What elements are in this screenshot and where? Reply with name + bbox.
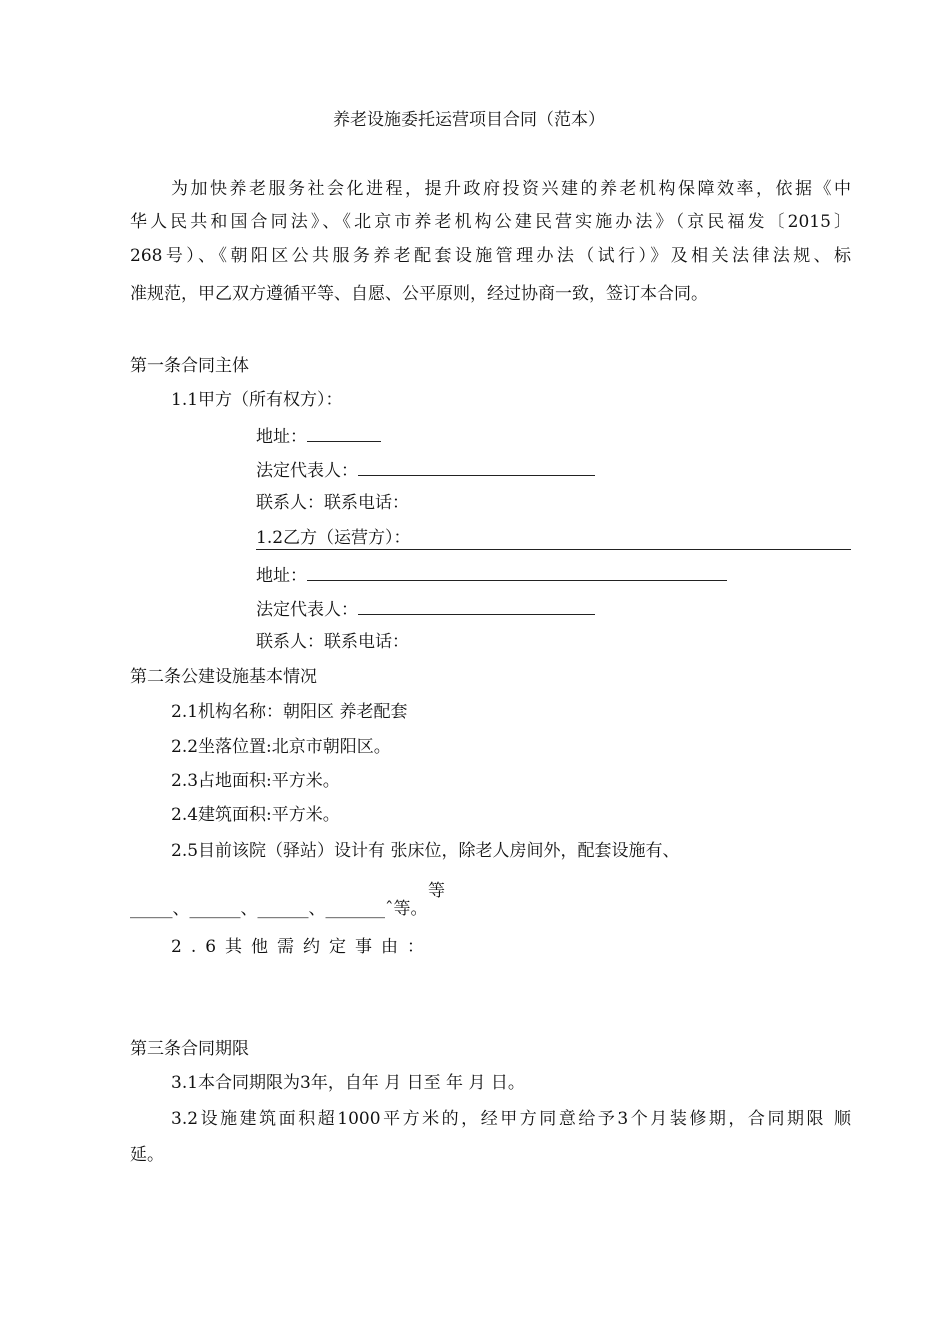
- preamble-line-3: 268号）、《朝阳区公共服务养老配套设施管理办法（试行）》及相关法律法规、标: [130, 246, 851, 266]
- article2-item-1: 2.1机构名称：朝阳区 养老配套: [171, 702, 408, 722]
- party-b-legal-rep-blank[interactable]: [358, 597, 595, 615]
- article3-item-2-line-1: 3.2设施建筑面积超1000平方米的，经甲方同意给予3个月装修期，合同期限 顺: [171, 1109, 851, 1129]
- party-a-address: [256, 424, 381, 448]
- article1-heading: 第一条合同主体: [130, 356, 249, 376]
- article3-item-1: 3.1本合同期限为3年，自年 月 日至 年 月 日。: [171, 1073, 525, 1093]
- party-a-legal-rep-blank[interactable]: [358, 458, 595, 476]
- party-b-address-label: 地址：: [256, 566, 307, 586]
- party-b-address: [256, 563, 727, 587]
- article2-item-4: 2.4建筑面积:平方米。: [171, 805, 340, 825]
- facilities-overmark: 等: [428, 881, 445, 901]
- article2-heading: 第二条公建设施基本情况: [130, 667, 317, 687]
- article3-heading: 第三条合同期限: [130, 1039, 249, 1059]
- article2-item-6: 2.6其他需约定事由：: [171, 937, 434, 957]
- party-b-label-text: 1.2乙方（运营方）：: [256, 528, 411, 548]
- party-a-legal-rep-label: 法定代表人：: [256, 461, 358, 481]
- preamble-line-4: 准规范，甲乙双方遵循平等、自愿、公平原则，经过协商一致，签订本合同。: [130, 284, 708, 304]
- article2-item-2: 2.2坐落位置:北京市朝阳区。: [171, 737, 391, 757]
- facilities-line: _____、______、______、_______ˆ等。: [130, 899, 428, 919]
- party-b-address-blank[interactable]: [307, 563, 727, 581]
- party-b-legal-rep: [256, 597, 595, 621]
- party-b-legal-rep-label: 法定代表人：: [256, 600, 358, 620]
- document-title: 养老设施委托运营项目合同（范本）: [333, 110, 605, 130]
- party-a-label: 1.1甲方（所有权方）：: [171, 390, 343, 410]
- article3-item-2-line-2: 延。: [130, 1145, 164, 1165]
- article2-item-3: 2.3占地面积:平方米。: [171, 771, 340, 791]
- party-a-address-blank[interactable]: [307, 424, 381, 442]
- preamble-line-2: 华人民共和国合同法》、《北京市养老机构公建民营实施办法》（京民福发〔2015〕: [130, 212, 851, 232]
- preamble-line-1: 为加快养老服务社会化进程，提升政府投资兴建的养老机构保障效率，依据《中: [171, 179, 851, 199]
- party-a-contact: 联系人：联系电话：: [256, 493, 409, 513]
- party-a-address-label: 地址：: [256, 427, 307, 447]
- party-a-legal-rep: [256, 458, 595, 482]
- article2-item-5: 2.5目前该院（驿站）设计有 张床位，除老人房间外，配套设施有、: [171, 841, 680, 861]
- party-b-label: [256, 527, 851, 550]
- party-b-contact: 联系人：联系电话：: [256, 632, 409, 652]
